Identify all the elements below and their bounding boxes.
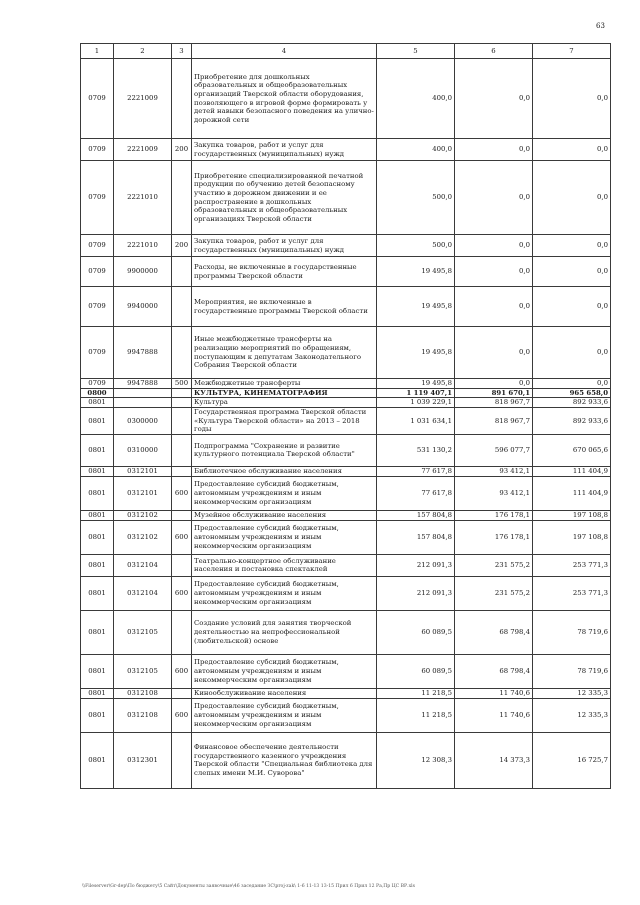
table-row <box>81 510 611 520</box>
section-code-cell: 0709 <box>81 235 114 257</box>
amount-col7-cell: 16 725,7 <box>533 732 611 788</box>
expense-type-cell: 600 <box>172 698 192 732</box>
item-name-cell: Создание условий для занятия творческой деятельностью на непрофессиональной (любительской) основе <box>192 610 377 654</box>
section-code-cell: 0709 <box>81 59 114 139</box>
table-row <box>81 476 611 510</box>
expense-type-cell: 600 <box>172 476 192 510</box>
file-path-footer: \\Fileserver\Gr-dep\По бюджету\5 Сайт\Документы заявочные\46 заседание ЗС\proj-zak\ 1-6 11-13 13-15 Прил 6 Прил 12 Ра,Пр ЦС ВР.xls <box>82 884 415 889</box>
amount-col6-cell: 14 373,3 <box>455 732 533 788</box>
amount-col5-cell: 212 091,3 <box>377 554 455 576</box>
target-article-cell: 9947888 <box>114 379 172 389</box>
expense-type-cell <box>172 161 192 235</box>
table-row <box>81 327 611 379</box>
amount-col6-cell: 818 967,7 <box>455 398 533 408</box>
amount-col6-cell: 818 967,7 <box>455 407 533 434</box>
item-name-cell: Иные межбюджетные трансферты на реализацию мероприятий по обращениям, поступающим к депутатам Законодательного Собрания Тверской области <box>192 327 377 379</box>
expense-type-cell <box>172 554 192 576</box>
header-cell: 3 <box>172 44 192 59</box>
amount-col5-cell: 500,0 <box>377 235 455 257</box>
amount-col6-cell: 11 740,6 <box>455 688 533 698</box>
amount-col5-cell: 157 804,8 <box>377 520 455 554</box>
amount-col7-cell: 0,0 <box>533 235 611 257</box>
amount-col7-cell: 12 335,3 <box>533 688 611 698</box>
target-article-cell: 0312105 <box>114 654 172 688</box>
table-row <box>81 257 611 287</box>
header-cell: 7 <box>533 44 611 59</box>
target-article-cell: 9947888 <box>114 327 172 379</box>
expense-type-cell <box>172 287 192 327</box>
expense-type-cell <box>172 388 192 398</box>
amount-col5-cell: 12 308,3 <box>377 732 455 788</box>
expense-type-cell: 600 <box>172 654 192 688</box>
amount-col6-cell: 176 178,1 <box>455 520 533 554</box>
expense-type-cell: 600 <box>172 576 192 610</box>
amount-col7-cell: 111 404,9 <box>533 466 611 476</box>
target-article-cell <box>114 388 172 398</box>
item-name-cell: Межбюджетные трансферты <box>192 379 377 389</box>
table-row <box>81 59 611 139</box>
table-row <box>81 654 611 688</box>
amount-col7-cell: 0,0 <box>533 257 611 287</box>
section-code-cell: 0801 <box>81 510 114 520</box>
amount-col5-cell: 60 089,5 <box>377 654 455 688</box>
amount-col5-cell: 19 495,8 <box>377 327 455 379</box>
table-row <box>81 576 611 610</box>
target-article-cell: 9900000 <box>114 257 172 287</box>
amount-col7-cell: 78 719,6 <box>533 654 611 688</box>
amount-col6-cell: 176 178,1 <box>455 510 533 520</box>
page-number: 63 <box>596 22 605 30</box>
amount-col6-cell: 0,0 <box>455 59 533 139</box>
amount-col5-cell: 500,0 <box>377 161 455 235</box>
amount-col7-cell: 0,0 <box>533 59 611 139</box>
section-code-cell: 0801 <box>81 398 114 408</box>
header-cell: 4 <box>192 44 377 59</box>
table-row <box>81 610 611 654</box>
amount-col6-cell: 93 412,1 <box>455 476 533 510</box>
amount-col6-cell: 93 412,1 <box>455 466 533 476</box>
amount-col5-cell: 1 119 407,1 <box>377 388 455 398</box>
table-row <box>81 698 611 732</box>
target-article-cell: 0312301 <box>114 732 172 788</box>
amount-col6-cell: 68 798,4 <box>455 654 533 688</box>
section-code-cell: 0801 <box>81 476 114 510</box>
item-name-cell: Предоставление субсидий бюджетным, автономным учреждениям и иным некоммерческим организациям <box>192 654 377 688</box>
amount-col6-cell: 68 798,4 <box>455 610 533 654</box>
amount-col6-cell: 11 740,6 <box>455 698 533 732</box>
item-name-cell: Финансовое обеспечение деятельности государственного казенного учреждения Тверской области "Специальная библиотека для слепых имени М.И. Суворова" <box>192 732 377 788</box>
amount-col7-cell: 0,0 <box>533 379 611 389</box>
amount-col6-cell: 231 575,2 <box>455 576 533 610</box>
amount-col7-cell: 0,0 <box>533 139 611 161</box>
item-name-cell: Предоставление субсидий бюджетным, автономным учреждениям и иным некоммерческим организациям <box>192 520 377 554</box>
target-article-cell: 0312108 <box>114 688 172 698</box>
amount-col7-cell: 0,0 <box>533 161 611 235</box>
section-code-cell: 0801 <box>81 688 114 698</box>
table-row <box>81 398 611 408</box>
item-name-cell: Расходы, не включенные в государственные программы Тверской области <box>192 257 377 287</box>
section-code-cell: 0709 <box>81 161 114 235</box>
section-code-cell: 0709 <box>81 327 114 379</box>
table-row <box>81 139 611 161</box>
amount-col5-cell: 400,0 <box>377 139 455 161</box>
section-code-cell: 0801 <box>81 434 114 466</box>
target-article-cell: 0312101 <box>114 466 172 476</box>
section-code-cell: 0709 <box>81 257 114 287</box>
target-article-cell: 0312102 <box>114 520 172 554</box>
section-code-cell: 0709 <box>81 139 114 161</box>
target-article-cell: 2221010 <box>114 235 172 257</box>
item-name-cell: Культура <box>192 398 377 408</box>
amount-col6-cell: 231 575,2 <box>455 554 533 576</box>
item-name-cell: Мероприятия, не включенные в государственные программы Тверской области <box>192 287 377 327</box>
header-cell: 6 <box>455 44 533 59</box>
amount-col7-cell: 965 658,0 <box>533 388 611 398</box>
target-article-cell: 0312108 <box>114 698 172 732</box>
expense-type-cell: 200 <box>172 139 192 161</box>
amount-col6-cell: 0,0 <box>455 257 533 287</box>
amount-col6-cell: 891 670,1 <box>455 388 533 398</box>
amount-col7-cell: 197 108,8 <box>533 510 611 520</box>
section-code-cell: 0709 <box>81 379 114 389</box>
section-code-cell: 0801 <box>81 576 114 610</box>
amount-col6-cell: 0,0 <box>455 235 533 257</box>
table-row <box>81 388 611 398</box>
amount-col5-cell: 19 495,8 <box>377 287 455 327</box>
amount-col5-cell: 212 091,3 <box>377 576 455 610</box>
amount-col5-cell: 157 804,8 <box>377 510 455 520</box>
section-code-cell: 0801 <box>81 610 114 654</box>
item-name-cell: Предоставление субсидий бюджетным, автономным учреждениям и иным некоммерческим организациям <box>192 576 377 610</box>
amount-col7-cell: 0,0 <box>533 287 611 327</box>
section-code-cell: 0801 <box>81 732 114 788</box>
expense-type-cell: 200 <box>172 235 192 257</box>
header-cell: 2 <box>114 44 172 59</box>
section-code-cell: 0801 <box>81 407 114 434</box>
expense-type-cell: 500 <box>172 379 192 389</box>
expense-type-cell <box>172 434 192 466</box>
target-article-cell: 0312102 <box>114 510 172 520</box>
item-name-cell: Государственная программа Тверской области «Культура Тверской области» на 2013 – 2018 годы <box>192 407 377 434</box>
expense-type-cell <box>172 510 192 520</box>
amount-col6-cell: 0,0 <box>455 327 533 379</box>
expense-type-cell <box>172 59 192 139</box>
target-article-cell: 2221010 <box>114 161 172 235</box>
target-article-cell: 2221009 <box>114 59 172 139</box>
item-name-cell: Библиотечное обслуживание населения <box>192 466 377 476</box>
amount-col5-cell: 531 130,2 <box>377 434 455 466</box>
section-code-cell: 0801 <box>81 654 114 688</box>
item-name-cell: Предоставление субсидий бюджетным, автономным учреждениям и иным некоммерческим организациям <box>192 476 377 510</box>
section-code-cell: 0801 <box>81 466 114 476</box>
amount-col7-cell: 0,0 <box>533 327 611 379</box>
expense-type-cell <box>172 688 192 698</box>
amount-col7-cell: 892 933,6 <box>533 398 611 408</box>
table-row <box>81 554 611 576</box>
item-name-cell: Театрально-концертное обслуживание населения и постановка спектаклей <box>192 554 377 576</box>
item-name-cell: Закупка товаров, работ и услуг для государственных (муниципальных) нужд <box>192 235 377 257</box>
target-article-cell: 0312104 <box>114 554 172 576</box>
header-cell: 1 <box>81 44 114 59</box>
item-name-cell: Закупка товаров, работ и услуг для государственных (муниципальных) нужд <box>192 139 377 161</box>
item-name-cell: Предоставление субсидий бюджетным, автономным учреждениям и иным некоммерческим организациям <box>192 698 377 732</box>
amount-col7-cell: 12 335,3 <box>533 698 611 732</box>
amount-col5-cell: 400,0 <box>377 59 455 139</box>
target-article-cell: 0310000 <box>114 434 172 466</box>
section-code-cell: 0709 <box>81 287 114 327</box>
section-code-cell: 0801 <box>81 698 114 732</box>
expense-type-cell <box>172 466 192 476</box>
table-row <box>81 520 611 554</box>
amount-col6-cell: 0,0 <box>455 161 533 235</box>
amount-col6-cell: 0,0 <box>455 287 533 327</box>
table-row <box>81 407 611 434</box>
amount-col6-cell: 0,0 <box>455 139 533 161</box>
item-name-cell: Подпрограмма "Сохранение и развитие культурного потенциала Тверской области" <box>192 434 377 466</box>
amount-col7-cell: 111 404,9 <box>533 476 611 510</box>
table-row <box>81 466 611 476</box>
expense-type-cell <box>172 398 192 408</box>
table-header-row <box>81 44 611 59</box>
item-name-cell: Приобретение специализированной печатной продукции по обучению детей безопасному участию в дорожном движении и ее распространение в дошкольных образовательных и общеобразовательных организациях Тверской области <box>192 161 377 235</box>
expense-type-cell <box>172 407 192 434</box>
item-name-cell: Музейное обслуживание населения <box>192 510 377 520</box>
amount-col5-cell: 1 031 634,1 <box>377 407 455 434</box>
section-code-cell: 0801 <box>81 520 114 554</box>
target-article-cell: 0312105 <box>114 610 172 654</box>
expense-type-cell <box>172 732 192 788</box>
table-row <box>81 287 611 327</box>
amount-col7-cell: 253 771,3 <box>533 576 611 610</box>
table-row <box>81 161 611 235</box>
target-article-cell: 0312104 <box>114 576 172 610</box>
amount-col7-cell: 253 771,3 <box>533 554 611 576</box>
amount-col5-cell: 77 617,8 <box>377 466 455 476</box>
amount-col5-cell: 19 495,8 <box>377 379 455 389</box>
amount-col5-cell: 11 218,5 <box>377 688 455 698</box>
amount-col7-cell: 78 719,6 <box>533 610 611 654</box>
table-row <box>81 732 611 788</box>
table-row <box>81 235 611 257</box>
amount-col5-cell: 19 495,8 <box>377 257 455 287</box>
expense-type-cell <box>172 257 192 287</box>
item-name-cell: КУЛЬТУРА, КИНЕМАТОГРАФИЯ <box>192 388 377 398</box>
target-article-cell: 9940000 <box>114 287 172 327</box>
budget-table <box>80 43 611 789</box>
expense-type-cell <box>172 327 192 379</box>
amount-col7-cell: 892 933,6 <box>533 407 611 434</box>
amount-col7-cell: 670 065,6 <box>533 434 611 466</box>
amount-col6-cell: 0,0 <box>455 379 533 389</box>
amount-col6-cell: 596 077,7 <box>455 434 533 466</box>
target-article-cell <box>114 398 172 408</box>
item-name-cell: Кинообслуживание населения <box>192 688 377 698</box>
table-row <box>81 379 611 389</box>
amount-col5-cell: 1 039 229,1 <box>377 398 455 408</box>
section-code-cell: 0800 <box>81 388 114 398</box>
target-article-cell: 0300000 <box>114 407 172 434</box>
section-code-cell: 0801 <box>81 554 114 576</box>
amount-col5-cell: 60 089,5 <box>377 610 455 654</box>
expense-type-cell: 600 <box>172 520 192 554</box>
item-name-cell: Приобретение для дошкольных образовательных и общеобразовательных организаций Тверской области оборудования, позволяющего в игровой форме формировать у детей навыки безопасного поведения на улично-дорожной сети <box>192 59 377 139</box>
expense-type-cell <box>172 610 192 654</box>
target-article-cell: 2221009 <box>114 139 172 161</box>
table-row <box>81 688 611 698</box>
amount-col5-cell: 77 617,8 <box>377 476 455 510</box>
target-article-cell: 0312101 <box>114 476 172 510</box>
amount-col5-cell: 11 218,5 <box>377 698 455 732</box>
amount-col7-cell: 197 108,8 <box>533 520 611 554</box>
table-row <box>81 434 611 466</box>
header-cell: 5 <box>377 44 455 59</box>
